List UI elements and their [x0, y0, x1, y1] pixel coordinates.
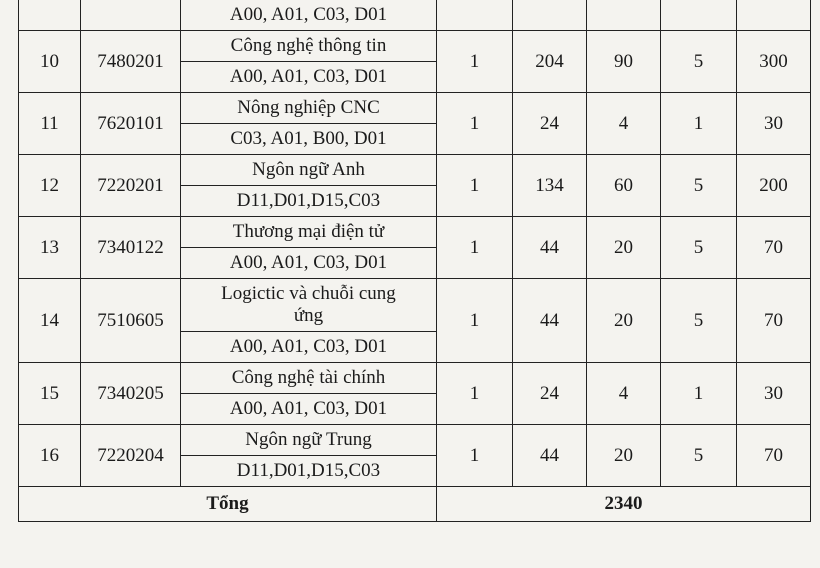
combo-cell: A00, A01, C03, D01 [181, 394, 437, 425]
major-name-cell: Công nghệ thông tin [181, 31, 437, 62]
code-cell: 7340205 [81, 363, 181, 425]
table-row [19, 425, 811, 456]
value-cell [587, 0, 661, 31]
value-cell: 44 [513, 217, 587, 279]
value-cell: 1 [437, 31, 513, 93]
value-cell: 30 [737, 93, 811, 155]
table-row [19, 31, 811, 62]
value-cell: 30 [737, 363, 811, 425]
total-label: Tổng [19, 487, 437, 522]
value-cell [513, 0, 587, 31]
combo-cell: A00, A01, C03, D01 [181, 62, 437, 93]
code-cell: 7620101 [81, 93, 181, 155]
value-cell: 300 [737, 31, 811, 93]
total-row [19, 487, 811, 522]
total-value: 2340 [437, 487, 811, 522]
value-cell: 90 [587, 31, 661, 93]
code-cell [81, 0, 181, 31]
table-row [19, 93, 811, 124]
value-cell: 20 [587, 217, 661, 279]
value-cell: 5 [661, 425, 737, 487]
code-cell: 7480201 [81, 31, 181, 93]
combo-cell: A00, A01, C03, D01 [181, 248, 437, 279]
table-row [19, 217, 811, 248]
value-cell: 1 [437, 217, 513, 279]
value-cell [437, 0, 513, 31]
code-cell: 7510605 [81, 279, 181, 363]
value-cell: 1 [437, 279, 513, 363]
stt-cell: 15 [19, 363, 81, 425]
stt-cell: 10 [19, 31, 81, 93]
combo-cell: C03, A01, B00, D01 [181, 124, 437, 155]
major-name-cell: Công nghệ tài chính [181, 363, 437, 394]
stt-cell: 12 [19, 155, 81, 217]
value-cell: 70 [737, 279, 811, 363]
value-cell: 20 [587, 279, 661, 363]
value-cell: 5 [661, 279, 737, 363]
combo-cell: D11,D01,D15,C03 [181, 186, 437, 217]
table-row [19, 363, 811, 394]
value-cell: 1 [661, 363, 737, 425]
value-cell: 200 [737, 155, 811, 217]
combo-cell: D11,D01,D15,C03 [181, 456, 437, 487]
code-cell: 7220201 [81, 155, 181, 217]
value-cell: 24 [513, 93, 587, 155]
stt-cell [19, 0, 81, 31]
admission-quota-table [18, 0, 811, 522]
value-cell: 70 [737, 217, 811, 279]
stt-cell: 14 [19, 279, 81, 363]
value-cell: 134 [513, 155, 587, 217]
major-name-cell [181, 279, 437, 332]
value-cell: 4 [587, 93, 661, 155]
code-cell: 7340122 [81, 217, 181, 279]
major-name-line: ứng [293, 305, 324, 326]
stt-cell: 13 [19, 217, 81, 279]
value-cell: 20 [587, 425, 661, 487]
value-cell [661, 0, 737, 31]
table-row [19, 279, 811, 332]
value-cell: 1 [661, 93, 737, 155]
major-name-cell: Ngôn ngữ Anh [181, 155, 437, 186]
stt-cell: 11 [19, 93, 81, 155]
value-cell: 5 [661, 155, 737, 217]
table-row [19, 155, 811, 186]
combo-cell: A00, A01, C03, D01 [181, 332, 437, 363]
value-cell: 5 [661, 217, 737, 279]
code-cell: 7220204 [81, 425, 181, 487]
stt-cell: 16 [19, 425, 81, 487]
value-cell: 24 [513, 363, 587, 425]
value-cell: 5 [661, 31, 737, 93]
value-cell: 44 [513, 425, 587, 487]
value-cell [737, 0, 811, 31]
value-cell: 204 [513, 31, 587, 93]
value-cell: 1 [437, 155, 513, 217]
value-cell: 1 [437, 93, 513, 155]
value-cell: 60 [587, 155, 661, 217]
major-name-cell: Thương mại điện tử [181, 217, 437, 248]
value-cell: 1 [437, 363, 513, 425]
major-name-cell: Ngôn ngữ Trung [181, 425, 437, 456]
value-cell: 1 [437, 425, 513, 487]
table-row [19, 0, 811, 31]
combo-cell: A00, A01, C03, D01 [181, 0, 437, 31]
value-cell: 44 [513, 279, 587, 363]
major-name-line: Logictic và chuỗi cung [221, 283, 396, 305]
value-cell: 70 [737, 425, 811, 487]
value-cell: 4 [587, 363, 661, 425]
major-name-cell: Nông nghiệp CNC [181, 93, 437, 124]
